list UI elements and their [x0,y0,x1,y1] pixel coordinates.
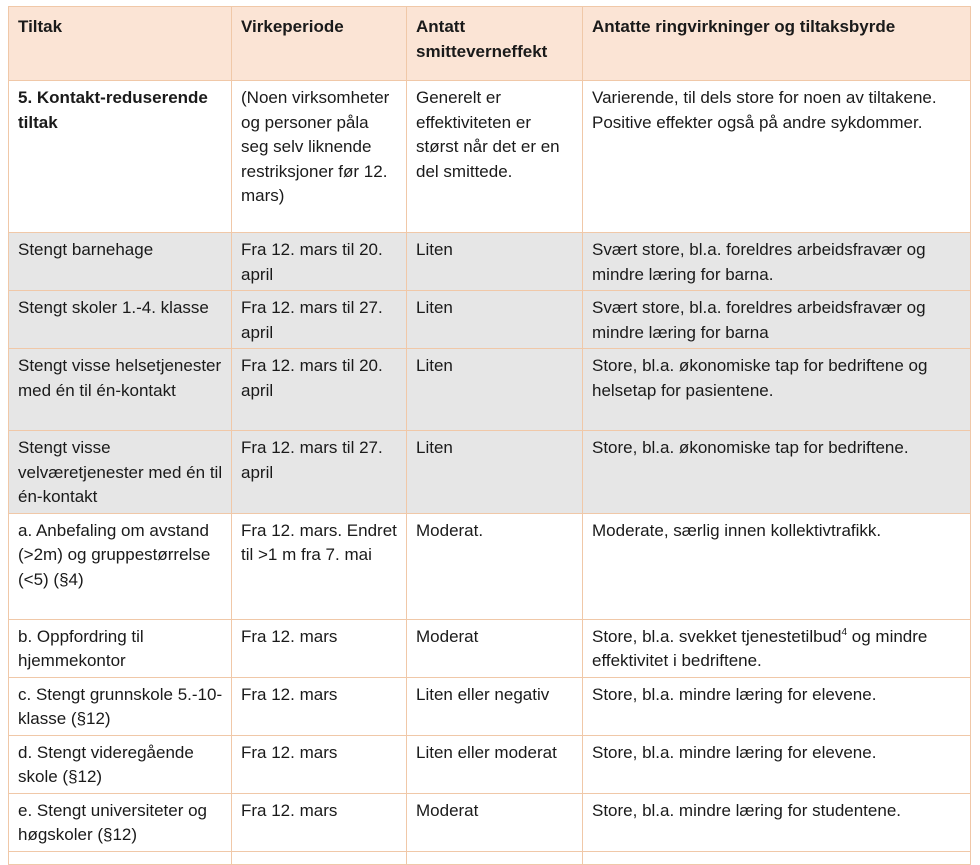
measures-table-container [8,6,970,865]
table-row [9,81,971,233]
header-virkeperiode: Virkeperiode [232,7,407,81]
cell-byrde: Varierende, til dels store for noen av tiltakene. Positive effekter også på andre sykdommer. [583,81,971,233]
cell-periode: Fra 12. mars. Endret til >1 m fra 7. mai [232,513,407,619]
table-row [9,619,971,677]
cell-byrde: Store, bl.a. mindre læring for elevene. [583,677,971,735]
cell-effekt: Liten [407,431,583,514]
table-row [9,349,971,431]
cell-effekt: Liten [407,349,583,431]
cell-empty [9,851,232,864]
cell-tiltak: e. Stengt universiteter og høgskoler (§12) [9,793,232,851]
cell-byrde-text-continued: og mindre effektivitet i bedriftene. [592,626,928,670]
cell-byrde: Store, bl.a. mindre læring for studentene. [583,793,971,851]
cell-tiltak: Stengt skoler 1.-4. klasse [9,291,232,349]
cell-tiltak: Stengt visse velværetjenester med én til én-kontakt [9,431,232,514]
table-row-cutoff [9,851,971,864]
cell-tiltak: d. Stengt videregående skole (§12) [9,735,232,793]
cell-byrde-text: Store, bl.a. svekket tjenestetilbud [592,626,842,646]
table-row [9,677,971,735]
cell-tiltak: 5. Kontakt-reduserende tiltak [9,81,232,233]
cell-byrde: Svært store, bl.a. foreldres arbeidsfravær og mindre læring for barna [583,291,971,349]
cell-byrde: Store, bl.a. mindre læring for elevene. [583,735,971,793]
cell-byrde: Store, bl.a. økonomiske tap for bedriftene. [583,431,971,514]
cell-tiltak: Stengt barnehage [9,233,232,291]
table-row [9,513,971,619]
table-row [9,233,971,291]
cell-empty [407,851,583,864]
cell-effekt: Moderat [407,793,583,851]
cell-periode: Fra 12. mars til 20. april [232,349,407,431]
cell-periode: Fra 12. mars [232,677,407,735]
cell-tiltak: a. Anbefaling om avstand (>2m) og gruppestørrelse (<5) (§4) [9,513,232,619]
cell-effekt: Liten [407,233,583,291]
cell-effekt: Generelt er effektiviteten er størst når det er en del smittede. [407,81,583,233]
cell-periode: Fra 12. mars til 27. april [232,431,407,514]
cell-periode: (Noen virksomheter og personer påla seg selv liknende restriksjoner før 12. mars) [232,81,407,233]
cell-effekt: Moderat [407,619,583,677]
cell-periode: Fra 12. mars til 20. april [232,233,407,291]
footnote-marker: 4 [841,626,848,638]
header-smitteverneffekt: Antatt smitteverneffekt [407,7,583,81]
cell-periode: Fra 12. mars til 27. april [232,291,407,349]
cell-empty [583,851,971,864]
table-row [9,291,971,349]
cell-tiltak: b. Oppfordring til hjemmekontor [9,619,232,677]
header-ringvirkninger: Antatte ringvirkninger og tiltaksbyrde [583,7,971,81]
cell-tiltak: Stengt visse helsetjenester med én til én-kontakt [9,349,232,431]
cell-periode: Fra 12. mars [232,619,407,677]
cell-effekt: Liten [407,291,583,349]
cell-periode: Fra 12. mars [232,793,407,851]
cell-effekt: Moderat. [407,513,583,619]
cell-effekt: Liten eller moderat [407,735,583,793]
cell-tiltak: c. Stengt grunnskole 5.-10- klasse (§12) [9,677,232,735]
cell-effekt: Liten eller negativ [407,677,583,735]
cell-empty [232,851,407,864]
table-header-row [9,7,971,81]
cell-periode: Fra 12. mars [232,735,407,793]
table-row [9,793,971,851]
header-tiltak: Tiltak [9,7,232,81]
measures-table [8,6,971,865]
cell-byrde: Svært store, bl.a. foreldres arbeidsfravær og mindre læring for barna. [583,233,971,291]
cell-byrde [583,619,971,677]
table-row [9,735,971,793]
table-row [9,431,971,514]
cell-byrde: Moderate, særlig innen kollektivtrafikk. [583,513,971,619]
cell-byrde: Store, bl.a. økonomiske tap for bedriftene og helsetap for pasientene. [583,349,971,431]
